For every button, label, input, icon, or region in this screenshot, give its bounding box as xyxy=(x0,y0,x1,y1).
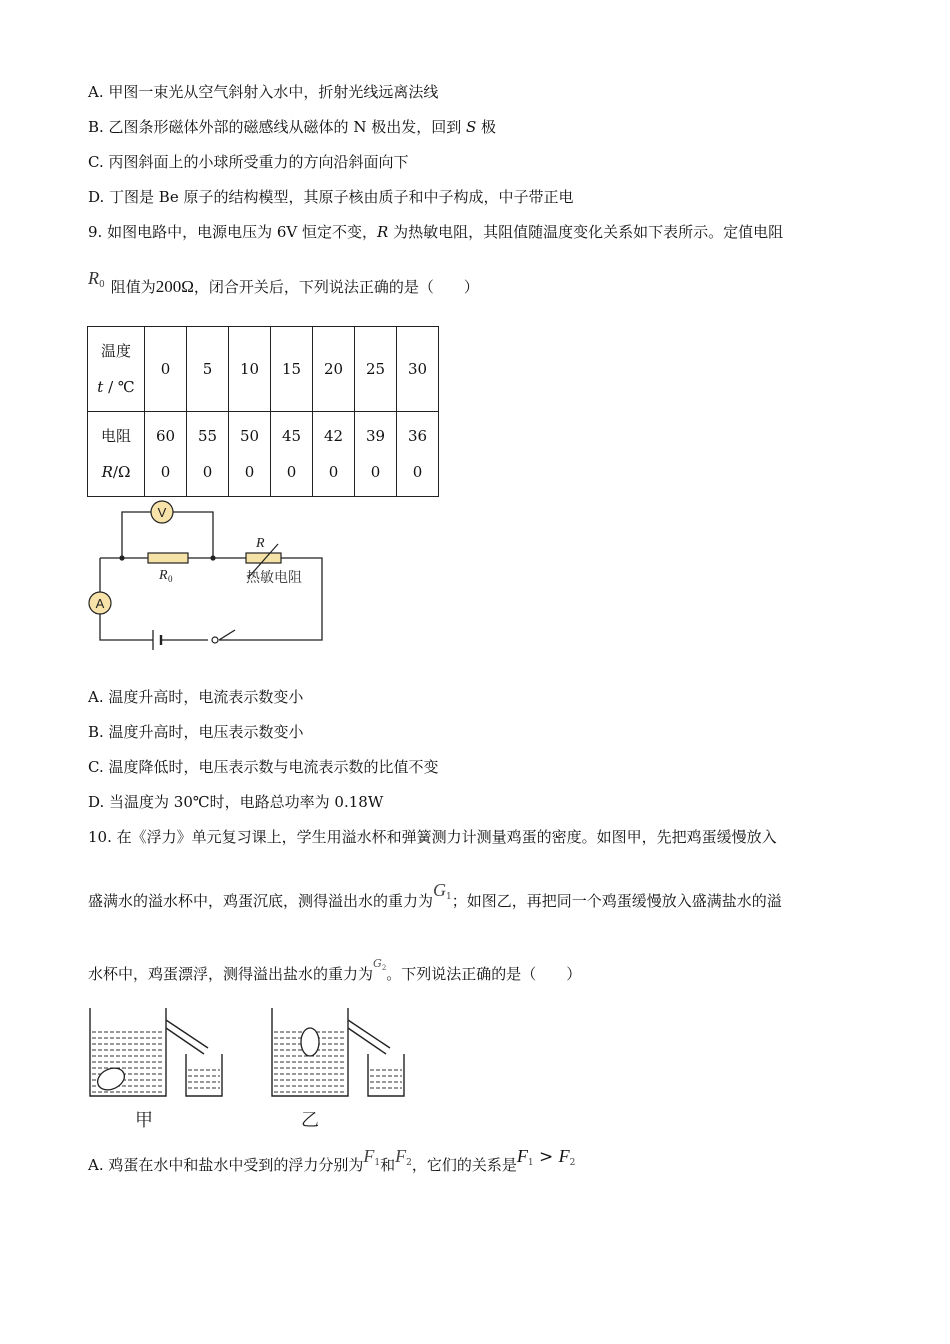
q8-option-a xyxy=(88,82,438,102)
q9-r0-value: 200Ω xyxy=(155,277,194,296)
res-var: R xyxy=(101,463,113,481)
q9-stem-d: ，闭合开关后，下列说法正确的是（ ） xyxy=(193,278,479,296)
voltmeter-label: V xyxy=(157,505,167,520)
g1-sub: 1 xyxy=(446,892,452,902)
q10-option-a-text: A. 鸡蛋在水中和盐水中受到的浮力分别为 xyxy=(88,1156,364,1174)
q8-option-a-text: A. 甲图一束光从空气斜射入水中，折射光线远离法线 xyxy=(88,83,439,101)
figure-label-yi: 乙 xyxy=(301,1110,319,1131)
q8-option-c xyxy=(88,152,408,172)
q10-stem-b: ；如图乙，再把同一个鸡蛋缓慢放入盛满盐水的溢 xyxy=(451,892,782,910)
thermistor-label: 热敏电阻 xyxy=(246,570,302,586)
rel-f1-sub: 1 xyxy=(527,1158,534,1168)
res-unit: /Ω xyxy=(112,463,131,481)
q10-stem-c: 水杯中，鸡蛋漂浮，测得溢出盐水的重力为 xyxy=(88,965,374,983)
table-cell: 39 0 xyxy=(355,412,397,497)
rel-f2-symbol: F xyxy=(558,1146,570,1166)
table-cell: 55 0 xyxy=(187,412,229,497)
circuit-diagram xyxy=(80,496,340,656)
q9-option-d: D. 当温度为 30℃时，电路总功率为 0.18W xyxy=(88,793,384,811)
q10-option-a-relation: ，它们的关系是 xyxy=(411,1156,517,1174)
q8-option-b-text: B. 乙图条形磁体外部的磁感线从磁体的 N 极出发，回到 xyxy=(88,118,466,136)
q8-option-d-text: D. 丁图是 Be 原子的结构模型，其原子核由质子和中子构成，中子带正电 xyxy=(88,188,574,206)
f1-symbol: F xyxy=(363,1146,375,1166)
table-header-resistance xyxy=(88,412,145,497)
q10-option-a-and: 和 xyxy=(380,1156,396,1174)
ammeter-label: A xyxy=(95,596,105,611)
table-cell: 45 0 xyxy=(271,412,313,497)
table-cell: 0 xyxy=(145,327,187,412)
q9-r0-symbol: R xyxy=(88,268,99,288)
table-row-resistance xyxy=(88,412,439,497)
q9-stem-a: 9. 如图电路中，电源电压为 6V 恒定不变， xyxy=(88,223,377,241)
egg-floating-icon xyxy=(301,1028,319,1056)
q8-option-c-text: C. 丙图斜面上的小球所受重力的方向沿斜面向下 xyxy=(88,153,409,171)
g1-symbol: G xyxy=(433,880,447,900)
q10-stem-line2 xyxy=(88,880,782,917)
rel-operator: > xyxy=(533,1147,559,1167)
table-cell: 30 xyxy=(397,327,439,412)
figure-label-jia: 甲 xyxy=(135,1110,153,1131)
q9-stem-r: R xyxy=(377,223,389,241)
q9-option-a: A. 温度升高时，电流表示数变小 xyxy=(88,688,304,706)
table-cell: 60 0 xyxy=(145,412,187,497)
q9-stem-c: 阻值为 xyxy=(110,278,156,296)
table-cell: 50 0 xyxy=(229,412,271,497)
thermistor-symbol: R xyxy=(256,536,265,551)
temp-unit: / ℃ xyxy=(103,378,135,396)
q8-option-b xyxy=(88,117,496,137)
f1-sub: 1 xyxy=(374,1158,381,1168)
q9-r0-sub: 0 xyxy=(99,280,105,290)
q9-option-b: B. 温度升高时，电压表示数变小 xyxy=(88,723,304,741)
table-cell: 10 xyxy=(229,327,271,412)
g2-symbol: G xyxy=(373,957,382,970)
q8-option-b-tail: 极 xyxy=(476,118,497,136)
q9-option-c: C. 温度降低时，电压表示数与电流表示数的比值不变 xyxy=(88,758,439,776)
thermistor xyxy=(246,553,281,563)
temp-label: 温度 xyxy=(100,342,131,360)
q10-stem-d: 。下列说法正确的是（ ） xyxy=(386,965,582,983)
r0-symbol: R xyxy=(159,568,168,583)
rel-f1-symbol: F xyxy=(516,1146,528,1166)
q10-stem-line3 xyxy=(88,957,582,987)
q10-stem-a: 盛满水的溢水杯中，鸡蛋沉底，测得溢出水的重力为 xyxy=(88,892,434,910)
rel-f2-sub: 2 xyxy=(569,1158,576,1168)
table-cell: 42 0 xyxy=(313,412,355,497)
table-cell: 20 xyxy=(313,327,355,412)
table-cell: 5 xyxy=(187,327,229,412)
res-label: 电阻 xyxy=(100,427,131,445)
f2-symbol: F xyxy=(395,1146,407,1166)
f2-sub: 2 xyxy=(406,1158,412,1168)
temp-var: t xyxy=(97,378,104,396)
q9-stem-b: 为热敏电阻，其阻值随温度变化关系如下表所示。定值电阻 xyxy=(388,223,784,241)
resistor-r0 xyxy=(148,553,188,563)
q9-stem-line2 xyxy=(88,268,479,303)
q9-stem-line1 xyxy=(88,222,783,242)
table-cell: 15 xyxy=(271,327,313,412)
table-cell: 36 0 xyxy=(397,412,439,497)
table-cell: 25 xyxy=(355,327,397,412)
overflow-cup-diagram xyxy=(84,1004,414,1134)
egg-sunk-icon xyxy=(94,1064,128,1094)
q8-option-b-italic: S xyxy=(466,118,477,136)
q10-option-a xyxy=(88,1146,576,1181)
temperature-resistance-table xyxy=(87,326,439,497)
g2-sub: 2 xyxy=(381,964,387,972)
r0-subscript: 0 xyxy=(168,574,173,584)
q8-option-d xyxy=(88,187,573,207)
table-header-temperature xyxy=(88,327,145,412)
table-row-temperature xyxy=(88,327,439,412)
q10-stem-line1: 10. 在《浮力》单元复习课上，学生用溢水杯和弹簧测力计测量鸡蛋的密度。如图甲，先把鸡蛋缓慢放入 xyxy=(88,828,777,846)
